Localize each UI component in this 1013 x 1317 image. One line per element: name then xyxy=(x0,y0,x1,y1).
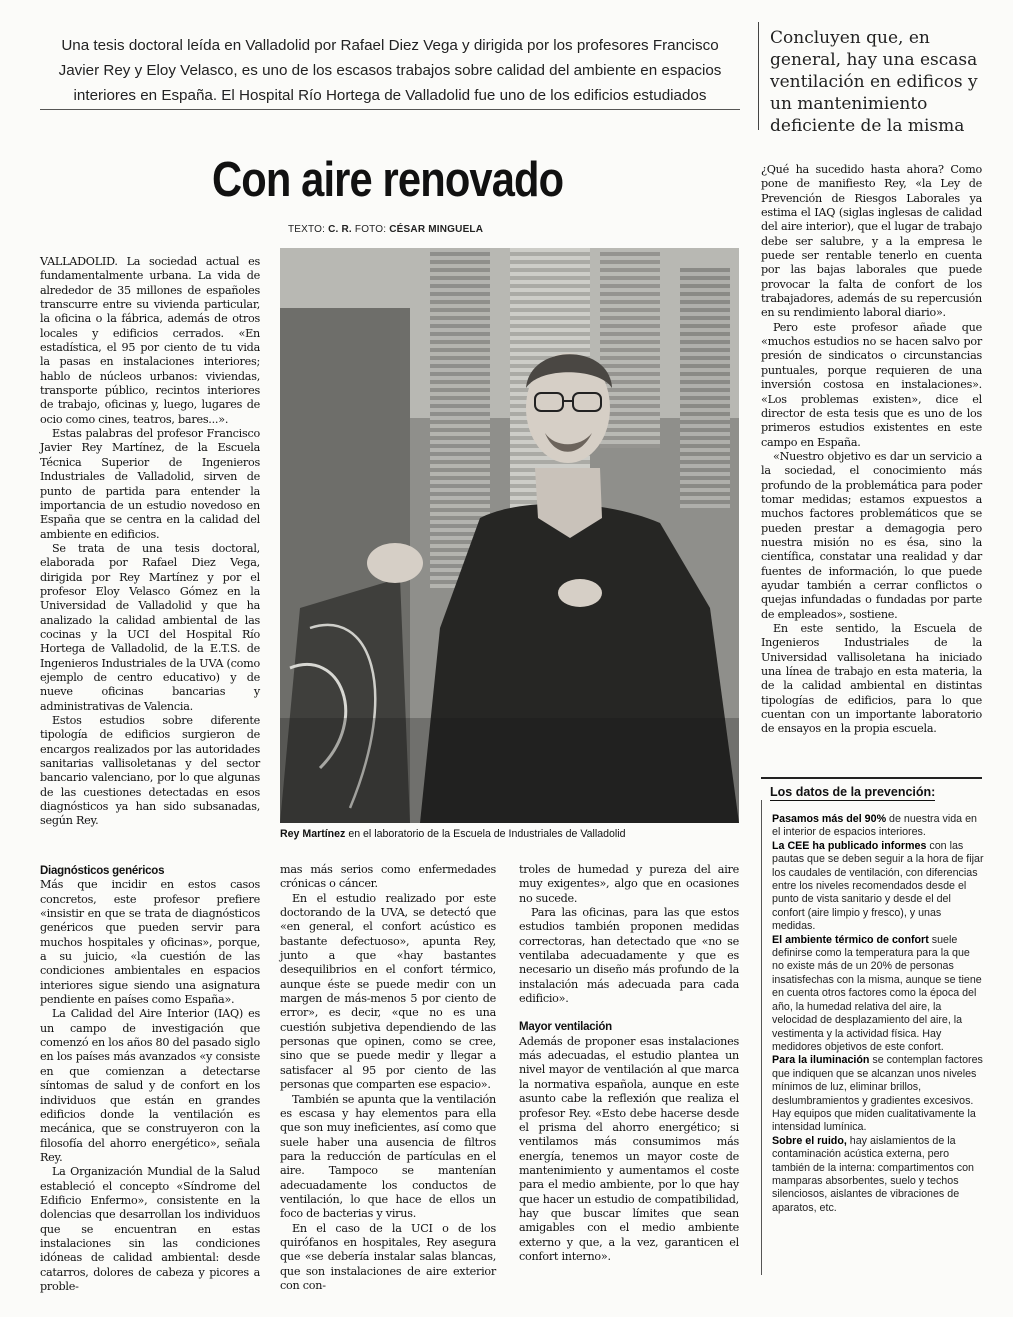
article-column-3 xyxy=(519,863,739,1264)
paragraph: «Nuestro objetivo es dar un servicio a la sociedad, el conocimiento más profundo de la problemática para poder tomar medidas; estamos expuestos a muchos factores problemáticos que se pueden prestar a demagogia pero nuestra misión no es ésa, sino la científica, constatar una realidad y dar fuentes de información, lo que puede ayudar también a cerrar conflictos o quejas infundadas o fundadas por parte de empleados», sostiene. xyxy=(761,449,982,621)
caption-name: Rey Martínez xyxy=(280,828,346,840)
box-item-text: suele definirse como la temperatura para la que no existe más de un 20% de personas insatisfechas con la misma, aunque se tiene en cuenta otros factores como la época del año, la humedad relativa del aire, la velocidad de desplazamiento del aire, la vestimenta y la actividad física. Hay medidores objetivos de este confort. xyxy=(772,933,982,1053)
box-item xyxy=(772,840,984,934)
credits xyxy=(288,224,483,235)
box-item-text: de nuestra vida en el interior de espacios interiores. xyxy=(772,813,977,839)
paragraph: VALLADOLID. La sociedad actual es fundamentalmente urbana. La vida de alrededor de 35 millones de españoles transcurre entre su vivienda particular, la oficina o la fábrica, además de otros locales y edificios cerrados. «En estadística, el 95 por ciento de tu vida la pasas en instalaciones interiores; hablo de núcleos urbanos: viviendas, transporte público, recintos interiores de trabajo, oficinas y, luego, lugares de ocio como cines, teatros, bares...». xyxy=(40,255,260,426)
paragraph: Más que incidir en estos casos concretos, este profesor prefiere «insistir en que se trata de diagnósticos genéricos que pueden servir para muchos hospitales y oficinas», porque, a su juicio, «la cuestión de las condiciones ambientales en espacios interiores sigue siendo una asignatura pendiente en países como España». xyxy=(40,878,260,1007)
headline: Con aire renovado xyxy=(212,153,564,207)
paragraph: Estos estudios sobre diferente tipología de edificios surgieron de encargos realizados por las autoridades sanitarias vallisoletanas y del sector bancario valenciano, por lo que algunas de las cuestiones detectadas en esos diagnósticos ya han sido subsanadas, según Rey. xyxy=(40,714,260,828)
sidebar-box-vertical-rule xyxy=(761,800,762,1275)
credits-text-label: TEXTO: xyxy=(288,224,326,235)
box-item-lead: Para la iluminación xyxy=(772,1054,870,1067)
paragraph: En este sentido, la Escuela de Ingenieros Industriales de la Universidad vallisoletana ha iniciado una línea de trabajo en esta materia, la de la calidad ambiental en distintas tipologías de edificios, para lo que cuentan con un importante laboratorio de ensayos en la propia escuela. xyxy=(761,622,982,736)
box-item-lead: El ambiente térmico de confort xyxy=(772,933,929,946)
paragraph: mas más serios como enfermedades crónicas o cáncer. xyxy=(280,863,496,891)
box-item-lead: Sobre el ruido, xyxy=(772,1134,847,1147)
caption-text: en el laboratorio de la Escuela de Industriales de Valladolid xyxy=(348,828,626,840)
paragraph: La Calidad del Aire Interior (IAQ) es un campo de investigación que comenzó en los años 80 del pasado siglo en los países más avanzados «y consiste en que comienzan a detectarse síntomas de salud y de confort en los individuos que están en grandes edificios donde la ventilación es mecánica, que se construyeron con la filosofía del ahorro energético», señala Rey. xyxy=(40,1007,260,1164)
credits-photo-label: FOTO: xyxy=(354,224,387,235)
paragraph: En el caso de la UCI o de los quirófanos en hospitales, Rey asegura que «se debería instalar salas blancas, que son instalaciones de aire exterior con con- xyxy=(280,1221,496,1292)
photo-illustration xyxy=(280,248,739,823)
box-item xyxy=(772,1135,984,1215)
box-item-lead: Pasamos más del 90% xyxy=(772,813,887,825)
sidebar-box-rule xyxy=(761,777,982,779)
paragraph: Pero este profesor añade que «muchos estudios no se hacen salvo por presión de sindicatos o circunstancias puntuales, porque requieren de una inversión costosa en instalaciones». «Los problemas existen», dice el director de esta tesis que es uno de los primeros estudios existentes en este campo en España. xyxy=(761,320,982,449)
box-item xyxy=(772,934,984,1055)
paragraph: Para las oficinas, para las que estos estudios también proponen medidas correctoras, han detectado que «no se ventilaba adecuadamente y que es necesario un diseño más profundo de la instalación más adecuada para cada edificio». xyxy=(519,906,739,1006)
box-item-text: con las pautas que se deben seguir a la hora de fijar los caudales de ventilación, con diferencias entre los niveles recomendados desde el punto de vista sanitario y desde el del confort (aire limpio y fresco), y unas medidas. xyxy=(772,839,984,933)
article-column-1-lower xyxy=(40,864,260,1294)
subheading-diagnosticos: Diagnósticos genéricos xyxy=(40,865,165,877)
box-item xyxy=(772,1054,984,1134)
paragraph: También se apunta que la ventilación es escasa y hay elementos para ella que son muy ineficientes, así como que suele haber una ausencia de filtros para la reducción de partículas en el aire. Tampoco se mantenían adecuadamente los conductos de ventilación, lo que hace de ellos un foco de bacterias y virus. xyxy=(280,1092,496,1221)
pullquote: Concluyen que, en general, hay una escasa ventilación en edificos y un mantenimiento deficiente de la misma xyxy=(770,28,978,136)
subheading-ventilacion: Mayor ventilación xyxy=(519,1021,612,1034)
paragraph: Estas palabras del profesor Francisco Javier Rey Martínez, de la Escuela Técnica Superior de Ingenieros Industriales de Valladolid, sirven de punto de partida para entender la importancia de un estudio novedoso en España que se centra en la calidad del ambiente en edificios. xyxy=(40,427,260,541)
article-column-4 xyxy=(761,163,982,737)
paragraph: Se trata de una tesis doctoral, elaborada por Rafael Diez Vega, dirigida por Rey Martínez y por el profesor Eloy Velasco Gómez en la Universidad de Valladolid y que ha analizado la calidad ambiental de las cocinas y la UCI del Hospital Río Hortega de Valladolid, de la E.T.S. de Ingenieros Industriales de la UVA (como ejemplo de centro educativo) y de nueve oficinas bancarias y administrativas de Valencia. xyxy=(40,541,260,713)
box-item-lead: La CEE ha publicado informes xyxy=(772,839,927,852)
sidebar-box xyxy=(772,813,984,1215)
lede-text: Una tesis doctoral leída en Valladolid por Rafael Diez Vega y dirigida por los profesores Francisco Javier Rey y Eloy Velasco, es uno de los escasos trabajos sobre calidad del ambiente en espacios interiores en España. El Hospital Río Hortega de Valladolid fue uno de los edificios estudiados xyxy=(40,33,740,110)
box-item-text: se contemplan factores que indiquen que se alcanzan unos niveles mínimos de luz, eliminar brillos, deslumbramientos y gradientes excesivos. Hay equipos que miden cualitativamente la intensidad lumínica. xyxy=(772,1054,983,1134)
credits-text-author: C. R. xyxy=(328,224,352,235)
paragraph: La Organización Mundial de la Salud estableció el concepto «Síndrome del Edificio Enfermo», consistente en la dolencias que desarrollan los individuos que se encuentran en estas instalaciones sin las condiciones idóneas de calidad ambiental: desde catarros, dolores de cabeza y picores a proble- xyxy=(40,1165,260,1293)
article-column-1 xyxy=(40,255,260,829)
box-item-text: hay aislamientos de la contaminación acústica externa, pero también de la interna: compartimentos con mamparas absorbentes, suelo y techos silenciosos, aislantes de vibraciones de aparatos, etc. xyxy=(772,1134,974,1214)
credits-photo-author: CÉSAR MINGUELA xyxy=(389,224,484,235)
sidebar-box-title: Los datos de la prevención: xyxy=(770,785,936,799)
photo-rey-martinez xyxy=(280,248,739,823)
lede xyxy=(40,33,740,110)
box-item xyxy=(772,813,984,840)
paragraph: Además de proponer esas instalaciones más adecuadas, el estudio plantea un nivel mayor de ventilación al que marca la normativa española, aunque en este asunto cabe la reflexión que realiza el profesor Rey. «Esto debe hacerse desde el prisma del ahorro energético; si ventilamos más consumimos más energía, tenemos un mayor coste de mantenimiento y aumentamos el coste para el medio ambiente, por lo que hay que hacer un estudio de compatibilidad, hay que buscar límites que sean amigables con el medio ambiente externo y que, a la vez, garanticen el confort interno». xyxy=(519,1034,739,1263)
paragraph: En el estudio realizado por este doctorando de la UVA, se detectó que «en general, el confort acústico es bastante defectuoso», apunta Rey, junto a que «hay bastantes desequilibrios en el confort térmico, aunque éste se puede medir con un margen de más-menos 5 por ciento de error», es decir, «que no es una cuestión subjetiva dependiendo de las personas que opinen, como se cree, sino que se puede medir y llegar a satisfacer al 95 por ciento de las personas que comparten ese espacio». xyxy=(280,891,496,1092)
article-column-2 xyxy=(280,863,496,1293)
photo-caption xyxy=(280,828,739,841)
paragraph: ¿Qué ha sucedido hasta ahora? Como pone de manifiesto Rey, «la Ley de Prevención de Riesgos Laborales ya estima el IAQ (siglas inglesas de calidad del aire interior), que el lugar de trabajo debe ser salubre, y a la empresa le puede ser rentable tenerlo en cuenta por las bajas laborales que puede provocar la falta de confort de los trabajadores, además de su repercusión en su rendimiento laboral diario». xyxy=(761,163,982,320)
paragraph: troles de humedad y pureza del aire muy exigentes», algo que en ocasiones no sucede. xyxy=(519,863,739,905)
pullquote-rule xyxy=(758,22,759,130)
